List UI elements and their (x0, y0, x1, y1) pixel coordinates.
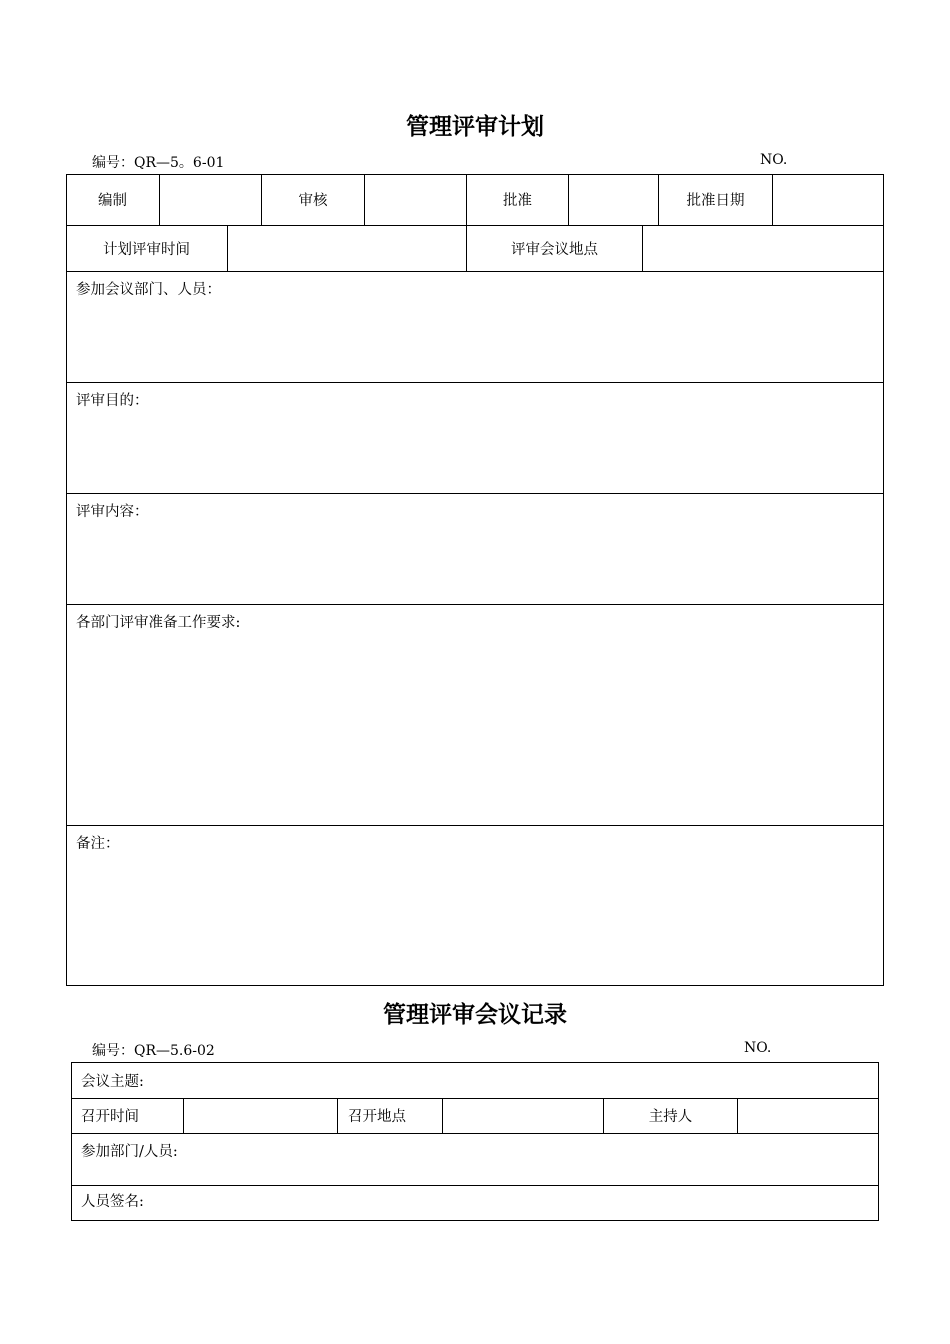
location-label: 评审会议地点 (511, 241, 598, 258)
signature-label: 人员签名: (81, 1194, 144, 1210)
minutes-attendees-row[interactable] (71, 1133, 879, 1185)
minutes-attendees-label: 参加部门/人员: (81, 1144, 178, 1160)
remarks-label: 备注： (76, 836, 120, 852)
review-field[interactable] (365, 174, 466, 225)
meeting-time-field[interactable] (184, 1098, 337, 1133)
attendees-section[interactable] (66, 271, 884, 382)
approve-field[interactable] (569, 174, 658, 225)
topic-row[interactable] (71, 1062, 879, 1098)
approve-label: 批准 (503, 193, 532, 209)
compiled-field[interactable] (160, 174, 261, 225)
topic-label: 会议主题: (81, 1073, 144, 1090)
approve-date-field[interactable] (773, 174, 884, 225)
minutes-doc-number: 编号：QR—5.6-02 (92, 1043, 215, 1059)
location-field[interactable] (643, 225, 884, 271)
plan-no-label: NO. (760, 152, 788, 168)
preparation-label: 各部门评审准备工作要求: (76, 615, 241, 631)
content-section[interactable] (66, 493, 884, 604)
compiled-label: 编制 (98, 193, 127, 209)
meeting-location-label: 召开地点 (348, 1109, 406, 1125)
plan-doc-number: 编号：QR—5。6-01 (92, 155, 225, 171)
attendees-label: 参加会议部门、人员： (76, 282, 221, 298)
plan-title: 管理评审计划 (406, 114, 544, 140)
host-label: 主持人 (648, 1109, 693, 1125)
signature-row[interactable] (71, 1185, 879, 1221)
minutes-no-label: NO. (744, 1040, 772, 1056)
plan-time-field[interactable] (228, 225, 466, 271)
minutes-title: 管理评审会议记录 (383, 1002, 567, 1028)
host-field[interactable] (738, 1098, 879, 1133)
preparation-section[interactable] (66, 604, 884, 825)
meeting-location-field[interactable] (443, 1098, 603, 1133)
meeting-time-label: 召开时间 (81, 1109, 139, 1125)
purpose-section[interactable] (66, 382, 884, 493)
remarks-section[interactable] (66, 825, 884, 986)
plan-time-label: 计划评审时间 (103, 241, 190, 258)
review-label: 审核 (298, 193, 328, 209)
approve-date-label: 批准日期 (686, 193, 745, 209)
content-label: 评审内容： (76, 504, 149, 520)
purpose-label: 评审目的： (76, 393, 149, 409)
